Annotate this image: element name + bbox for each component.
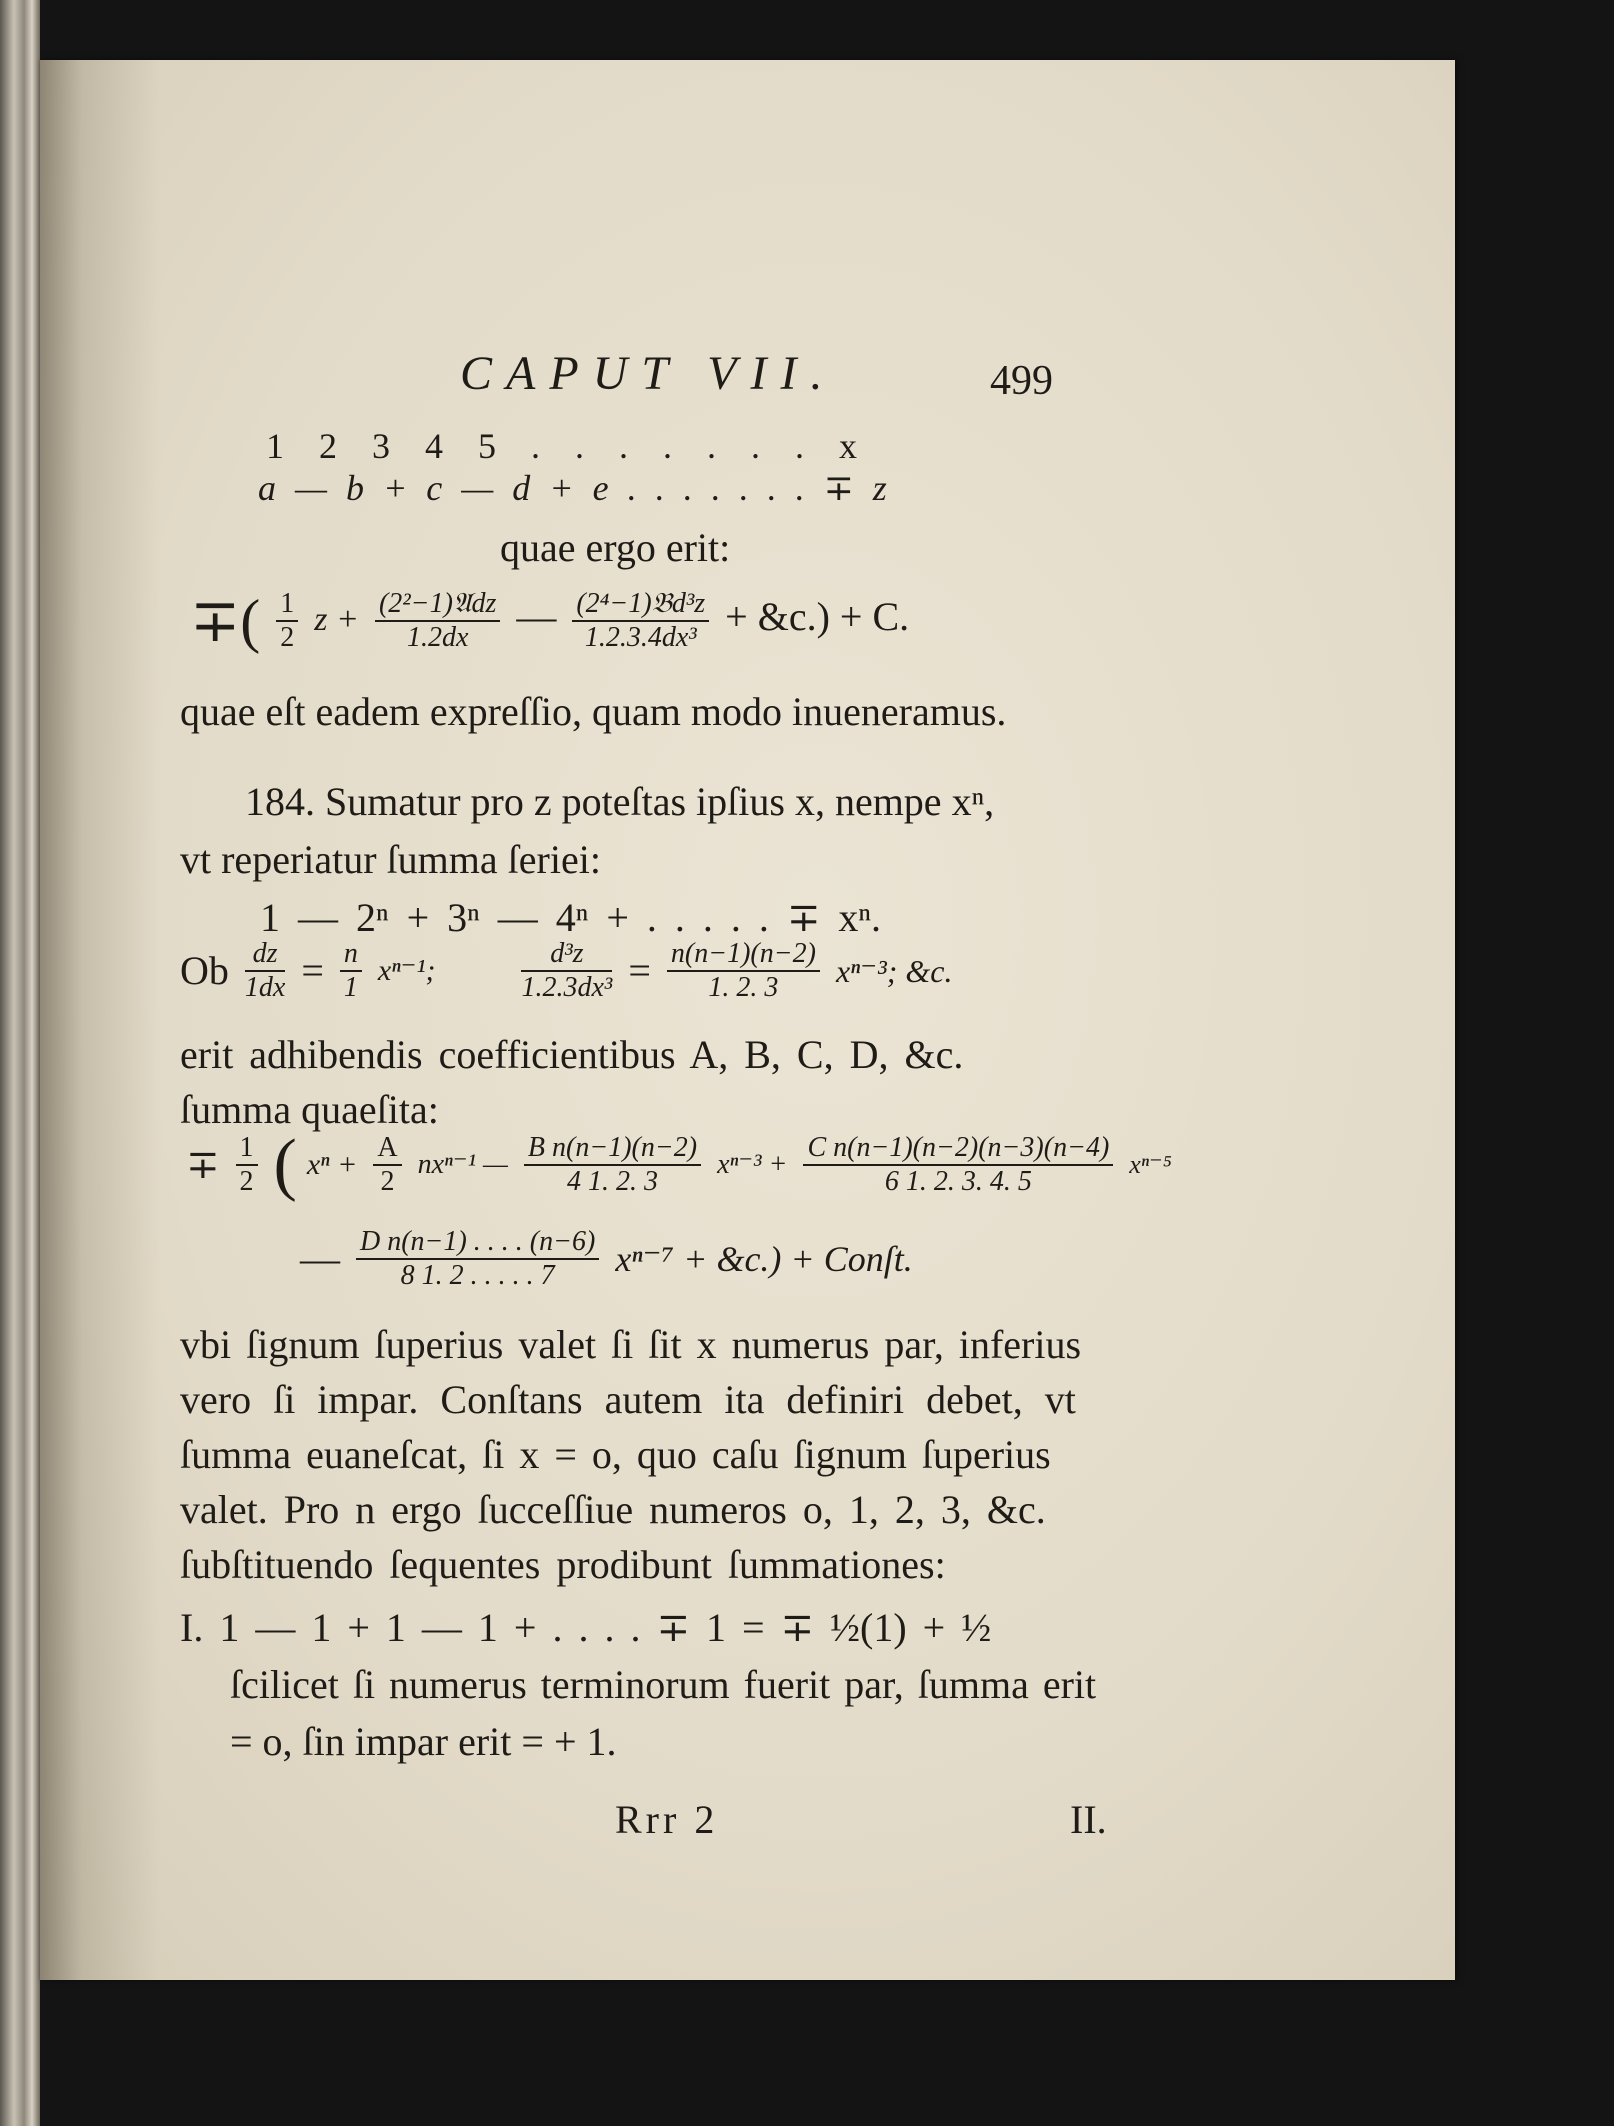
big1-fraction-B: $\frac{\text{B n(n−1)(n−2)}}{4 1. 2. 3}$ xyxy=(524,1134,701,1196)
paragraph-line-5: ſubſtituendo ſequentes prodibunt ſummationes: xyxy=(180,1542,946,1587)
ob-x-1: xⁿ⁻¹; xyxy=(377,954,436,987)
erit-line: erit adhibendis coefficientibus A, B, C, D, &c. xyxy=(180,1032,964,1077)
big1-paren: ( xyxy=(273,1126,297,1203)
big1-nx: nxⁿ⁻¹ — xyxy=(417,1149,508,1180)
big1-lead: ∓ xyxy=(186,1142,220,1187)
page-number: 499 xyxy=(990,358,1053,404)
ob-eq-2: = xyxy=(628,948,651,993)
big2-tail: xⁿ⁻⁷ + &c.) + Conſt. xyxy=(615,1239,913,1279)
big2-fraction-D: $\frac{\text{D n(n−1) . . . . (n−6)}}{8 1. 2 . . . . . 7}$ xyxy=(356,1228,599,1290)
series-n-line: 1 — 2ⁿ + 3ⁿ — 4ⁿ + . . . . . ∓ xⁿ. xyxy=(260,895,882,940)
ob-line xyxy=(180,940,952,1002)
ob-fraction-n3: $\frac{n(n-1)(n-2)}{1. 2. 3}$ xyxy=(667,940,820,1002)
book-page xyxy=(40,60,1455,1980)
vt-reperiatur-line: vt reperiatur ſumma ſeriei: xyxy=(180,837,601,882)
signature-mark: Rrr 2 xyxy=(615,1797,719,1842)
big1-fraction-C: $\frac{\text{C n(n−1)(n−2)(n−3)(n−4)}}{6 1. 2. 3. 4. 5}$ xyxy=(803,1134,1113,1196)
big1-x5: xⁿ⁻⁵ xyxy=(1129,1150,1172,1179)
expr-fraction-B: $\frac{\text{(2⁴−1)𝔅d³z}}{\text{1.2.3.4dx³}}$ xyxy=(572,590,709,652)
case-one-comment-1: ſcilicet ſi numerus terminorum fuerit par, ſumma erit xyxy=(230,1662,1097,1707)
expression-line xyxy=(190,590,909,652)
running-title: CAPUT VII. xyxy=(460,347,837,400)
expr-tail: + &c.) + C. xyxy=(725,594,910,640)
ob-fraction-n: $\frac{n}{1}$ xyxy=(340,940,362,1002)
big1-xn: xⁿ + xyxy=(306,1148,358,1181)
catchword: II. xyxy=(1070,1797,1107,1842)
paragraph-line-2: vero ſi impar. Conſtans autem ita definiri debet, vt xyxy=(180,1377,1076,1422)
ob-eq-1: = xyxy=(301,948,324,993)
sequence-indices: 1 2 3 4 5 . . . . . . . x xyxy=(266,426,857,466)
big1-x3: xⁿ⁻³ + xyxy=(717,1149,788,1180)
ob-x-2: xⁿ⁻³; &c. xyxy=(835,953,953,989)
paragraph-line-4: valet. Pro n ergo ſucceſſiue numeros o, 1, 2, 3, &c. xyxy=(180,1487,1046,1532)
big1-fraction-half: $\frac{1}{2}$ xyxy=(236,1134,258,1196)
expr-lead: ∓( xyxy=(190,588,261,654)
paragraph-line-1: vbi ſignum ſuperius valet ſi ſit x numerus par, inferius xyxy=(180,1322,1082,1367)
summa-quaesita-line: ſumma quaeſita: xyxy=(180,1087,439,1132)
page-gutter-shadow xyxy=(40,60,160,1980)
expr-z: z + xyxy=(314,601,359,639)
quae-ergo-line: quae ergo erit: xyxy=(500,525,731,570)
expr-fraction-half: $\frac{1}{2}$ xyxy=(276,590,298,652)
big2-lead: — xyxy=(300,1236,340,1281)
book-edge xyxy=(0,0,40,2126)
quae-est-line: quae eſt eadem expreſſio, quam modo inueneramus. xyxy=(180,689,1007,734)
section-184-line: 184. Sumatur pro z poteſtas ipſius x, nempe xⁿ, xyxy=(245,779,995,824)
case-one-comment-2: = o, ſin impar erit = + 1. xyxy=(230,1719,617,1764)
expr-minus: — xyxy=(516,594,557,640)
sequence-terms: a — b + c — d + e . . . . . . . ∓ z xyxy=(258,468,887,508)
big1-fraction-A: $\frac{A}{2}$ xyxy=(373,1134,401,1196)
ob-fraction-dz: $\frac{dz}{1dx}$ xyxy=(244,938,286,1003)
case-one-line: I. 1 — 1 + 1 — 1 + . . . . ∓ 1 = ∓ ½(1) + ½ xyxy=(180,1605,992,1650)
big-formula-line-2 xyxy=(300,1228,913,1290)
paragraph-line-3: ſumma euaneſcat, ſi x = o, quo caſu ſignum ſuperius xyxy=(180,1432,1051,1477)
ob-label: Ob xyxy=(180,948,229,993)
expr-fraction-A: $\frac{\text{(2²−1)𝔄dz}}{1.2dx}$ xyxy=(375,590,500,652)
big-formula-line-1 xyxy=(186,1126,1172,1203)
ob-fraction-d3z: $\frac{\text{d³z}}{\text{1.2.3dx³}}$ xyxy=(521,938,613,1003)
